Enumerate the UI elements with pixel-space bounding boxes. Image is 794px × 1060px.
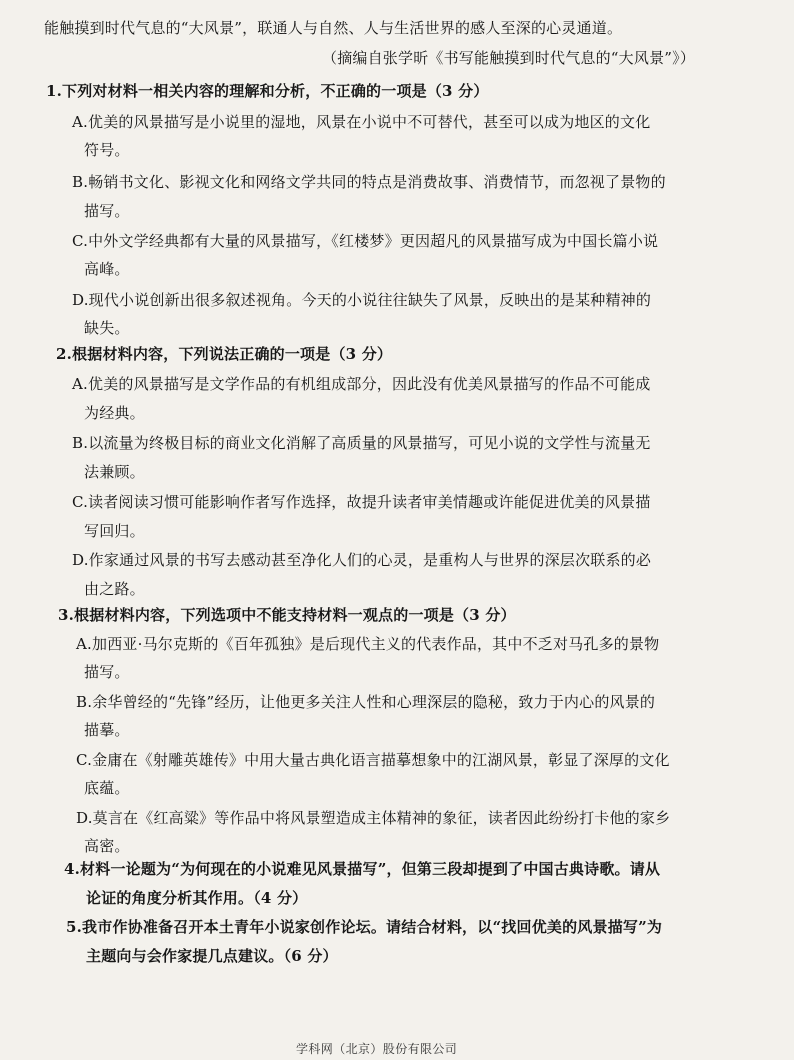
question-2-option-c-line-2: 写回归。	[84, 522, 145, 540]
question-1-option-d-line-1: D.现代小说创新出很多叙述视角。今天的小说往往缺失了风景，反映出的是某种精神的	[72, 291, 652, 309]
question-1-option-d-line-2: 缺失。	[84, 319, 130, 337]
passage-text-line: 能触摸到时代气息的“大风景”，联通人与自然、人与生活世界的感人至深的心灵通道。	[44, 19, 623, 37]
question-2-option-d-line-1: D.作家通过风景的书写去感动甚至净化人们的心灵，是重构人与世界的深层次联系的必	[72, 551, 652, 569]
question-5-stem-line-1: 5.我市作协准备召开本土青年小说家创作论坛。请结合材料，以“找回优美的风景描写”为	[66, 918, 663, 936]
question-3-option-b-line-2: 描摹。	[84, 721, 130, 739]
question-5-stem-line-2: 主题向与会作家提几点建议。（6 分）	[86, 947, 338, 965]
question-3-option-c-line-2: 底蕴。	[84, 779, 130, 797]
question-2-option-a-line-2: 为经典。	[84, 404, 145, 422]
question-2-option-a-line-1: A.优美的风景描写是文学作品的有机组成部分，因此没有优美风景描写的作品不可能成	[72, 375, 651, 393]
question-1-option-b-line-1: B.畅销书文化、影视文化和网络文学共同的特点是消费故事、消费情节，而忽视了景物的	[72, 173, 666, 191]
question-3-option-c-line-1: C.金庸在《射雕英雄传》中用大量古典化语言描摹想象中的江湖风景，彰显了深厚的文化	[76, 751, 670, 769]
question-2-option-c-line-1: C.读者阅读习惯可能影响作者写作选择，故提升读者审美情趣或许能促进优美的风景描	[72, 493, 651, 511]
question-1-option-c-line-2: 高峰。	[84, 260, 130, 278]
question-4-stem-line-2: 论证的角度分析其作用。（4 分）	[86, 889, 308, 907]
question-3-stem: 3.根据材料内容，下列选项中不能支持材料一观点的一项是（3 分）	[58, 606, 516, 624]
question-3-option-a-line-2: 描写。	[84, 663, 130, 681]
question-1-option-c-line-1: C.中外文学经典都有大量的风景描写，《红楼梦》更因超凡的风景描写成为中国长篇小说	[72, 232, 659, 250]
page-footer-watermark: 学科网（北京）股份有限公司	[296, 1042, 458, 1056]
question-3-option-d-line-2: 高密。	[84, 837, 130, 855]
question-2-option-b-line-2: 法兼顾。	[84, 463, 145, 481]
question-4-stem-line-1: 4.材料一论题为“为何现在的小说难见风景描写”，但第三段却提到了中国古典诗歌。请从	[64, 860, 661, 878]
question-1-option-a-line-2: 符号。	[84, 141, 130, 159]
question-1-option-b-line-2: 描写。	[84, 202, 130, 220]
question-1-option-a-line-1: A.优美的风景描写是小说里的湿地，风景在小说中不可替代，甚至可以成为地区的文化	[72, 113, 651, 131]
question-2-option-b-line-1: B.以流量为终极目标的商业文化消解了高质量的风景描写，可见小说的文学性与流量无	[72, 434, 651, 452]
question-3-option-a-line-1: A.加西亚·马尔克斯的《百年孤独》是后现代主义的代表作品，其中不乏对马孔多的景物	[76, 635, 660, 653]
question-3-option-d-line-1: D.莫言在《红高粱》等作品中将风景塑造成主体精神的象征，读者因此纷纷打卡他的家乡	[76, 809, 671, 827]
question-2-stem: 2.根据材料内容，下列说法正确的一项是（3 分）	[56, 345, 393, 363]
question-3-option-b-line-1: B.余华曾经的“先锋”经历，让他更多关注人性和心理深层的隐秘，致力于内心的风景的	[76, 693, 656, 711]
passage-source: （摘编自张学昕《书写能触摸到时代气息的“大风景”》）	[322, 49, 696, 67]
question-1-stem: 1.下列对材料一相关内容的理解和分析，不正确的一项是（3 分）	[46, 82, 489, 100]
question-2-option-d-line-2: 由之路。	[84, 580, 145, 598]
